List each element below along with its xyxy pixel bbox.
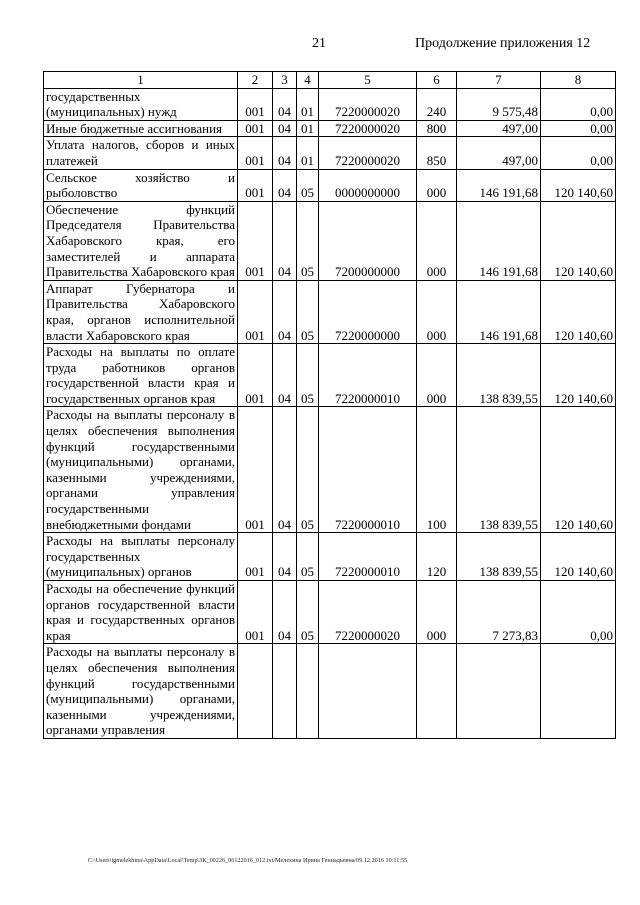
- table-row: [44, 280, 616, 343]
- table-row: [44, 344, 616, 407]
- column-header: 6: [417, 72, 457, 89]
- cell-amount-1: 138 839,55: [457, 407, 541, 533]
- item-name: Расходы на выплаты персоналу государственных (муниципальных) органов: [44, 533, 238, 581]
- cell-subsection: 05: [297, 201, 319, 280]
- cell-amount-2: 120 140,60: [541, 169, 616, 201]
- table-row: [44, 137, 616, 169]
- table-row: [44, 169, 616, 201]
- item-name: Обеспечение функций Председателя Правительства Хабаровского края, его заместителей и аппарата Правительства Хабаровского края: [44, 201, 238, 280]
- table-row: [44, 407, 616, 533]
- cell-target-article: 7220000020: [319, 137, 417, 169]
- cell-amount-2: 0,00: [541, 88, 616, 120]
- cell-amount-2: 120 140,60: [541, 533, 616, 581]
- cell-amount-2: 0,00: [541, 120, 616, 137]
- cell-subsection: 05: [297, 169, 319, 201]
- table-row: [44, 533, 616, 581]
- cell-expense-type: 000: [417, 280, 457, 343]
- appendix-caption: Продолжение приложения 12: [415, 36, 591, 51]
- table-row: [44, 644, 616, 739]
- column-header: 4: [297, 72, 319, 89]
- table-header-row: [44, 72, 616, 89]
- cell-target-article: 7220000020: [319, 581, 417, 644]
- cell-expense-type: 000: [417, 344, 457, 407]
- item-name: Расходы на выплаты по оплате труда работников органов государственной власти края и государственных органов края: [44, 344, 238, 407]
- cell-target-article: 7200000000: [319, 201, 417, 280]
- cell-section: 04: [273, 88, 297, 120]
- table-row: [44, 88, 616, 120]
- column-header: 1: [44, 72, 238, 89]
- cell-expense-type: 000: [417, 581, 457, 644]
- cell-subsection: 05: [297, 280, 319, 343]
- cell-amount-1: 9 575,48: [457, 88, 541, 120]
- cell-amount-2: [541, 644, 616, 739]
- cell-subsection: 05: [297, 533, 319, 581]
- cell-section: 04: [273, 201, 297, 280]
- cell-target-article: [319, 644, 417, 739]
- cell-amount-2: 120 140,60: [541, 407, 616, 533]
- item-name: Уплата налогов, сборов и иных платежей: [44, 137, 238, 169]
- table-row: [44, 581, 616, 644]
- item-name: Сельское хозяйство и рыболовство: [44, 169, 238, 201]
- cell-amount-1: 146 191,68: [457, 201, 541, 280]
- cell-expense-type: 240: [417, 88, 457, 120]
- item-name: Аппарат Губернатора и Правительства Хабаровского края, органов исполнительной власти Хабаровского края: [44, 280, 238, 343]
- cell-code-ministry: 001: [238, 280, 273, 343]
- cell-section: 04: [273, 120, 297, 137]
- cell-subsection: [297, 644, 319, 739]
- cell-target-article: 0000000000: [319, 169, 417, 201]
- cell-target-article: 7220000020: [319, 120, 417, 137]
- cell-expense-type: [417, 644, 457, 739]
- table-row: [44, 120, 616, 137]
- cell-amount-1: 497,00: [457, 137, 541, 169]
- cell-expense-type: 120: [417, 533, 457, 581]
- cell-amount-1: 138 839,55: [457, 344, 541, 407]
- file-path-footer: C:\Users\igmelekhina\AppData\Local\Temp\ЗК_00226_06122016_012.txt/Мелехина Ирина Геннадьевна/09.12.2016 10:11:55: [88, 857, 408, 864]
- cell-amount-1: 138 839,55: [457, 533, 541, 581]
- item-name: государственных (муниципальных) нужд: [44, 88, 238, 120]
- cell-section: 04: [273, 581, 297, 644]
- cell-code-ministry: 001: [238, 581, 273, 644]
- item-name: Расходы на выплаты персоналу в целях обеспечения выполнения функций государственными (муниципальными) органами, казенными учреждениями, органами управления: [44, 644, 238, 739]
- cell-target-article: 7220000020: [319, 88, 417, 120]
- cell-subsection: 01: [297, 120, 319, 137]
- cell-target-article: 7220000010: [319, 344, 417, 407]
- cell-section: 04: [273, 280, 297, 343]
- cell-code-ministry: 001: [238, 533, 273, 581]
- cell-code-ministry: [238, 644, 273, 739]
- cell-amount-2: 0,00: [541, 581, 616, 644]
- item-name: Иные бюджетные ассигнования: [44, 120, 238, 137]
- cell-subsection: 05: [297, 581, 319, 644]
- cell-section: 04: [273, 344, 297, 407]
- cell-section: 04: [273, 137, 297, 169]
- cell-amount-1: 146 191,68: [457, 169, 541, 201]
- cell-section: 04: [273, 407, 297, 533]
- table-row: [44, 201, 616, 280]
- column-header: 5: [319, 72, 417, 89]
- cell-amount-2: 0,00: [541, 137, 616, 169]
- cell-code-ministry: 001: [238, 201, 273, 280]
- column-header: 8: [541, 72, 616, 89]
- page-number: 21: [312, 36, 326, 51]
- cell-section: 04: [273, 533, 297, 581]
- cell-amount-1: 7 273,83: [457, 581, 541, 644]
- column-header: 3: [273, 72, 297, 89]
- column-header: 7: [457, 72, 541, 89]
- cell-expense-type: 000: [417, 201, 457, 280]
- cell-section: [273, 644, 297, 739]
- item-name: Расходы на выплаты персоналу в целях обеспечения выполнения функций государственными (муниципальными) органами, казенными учреждениями, органами управления государственными внебюджетными фондами: [44, 407, 238, 533]
- cell-code-ministry: 001: [238, 88, 273, 120]
- cell-amount-1: 146 191,68: [457, 280, 541, 343]
- cell-code-ministry: 001: [238, 137, 273, 169]
- cell-subsection: 01: [297, 137, 319, 169]
- cell-expense-type: 100: [417, 407, 457, 533]
- cell-subsection: 01: [297, 88, 319, 120]
- cell-amount-2: 120 140,60: [541, 201, 616, 280]
- cell-expense-type: 850: [417, 137, 457, 169]
- cell-amount-2: 120 140,60: [541, 280, 616, 343]
- cell-amount-1: [457, 644, 541, 739]
- cell-target-article: 7220000010: [319, 407, 417, 533]
- cell-code-ministry: 001: [238, 169, 273, 201]
- cell-subsection: 05: [297, 344, 319, 407]
- cell-amount-2: 120 140,60: [541, 344, 616, 407]
- cell-amount-1: 497,00: [457, 120, 541, 137]
- budget-table: [43, 71, 616, 739]
- cell-target-article: 7220000000: [319, 280, 417, 343]
- cell-section: 04: [273, 169, 297, 201]
- cell-expense-type: 800: [417, 120, 457, 137]
- cell-expense-type: 000: [417, 169, 457, 201]
- cell-subsection: 05: [297, 407, 319, 533]
- column-header: 2: [238, 72, 273, 89]
- cell-target-article: 7220000010: [319, 533, 417, 581]
- item-name: Расходы на обеспечение функций органов государственной власти края и государственных органов края: [44, 581, 238, 644]
- cell-code-ministry: 001: [238, 407, 273, 533]
- cell-code-ministry: 001: [238, 120, 273, 137]
- cell-code-ministry: 001: [238, 344, 273, 407]
